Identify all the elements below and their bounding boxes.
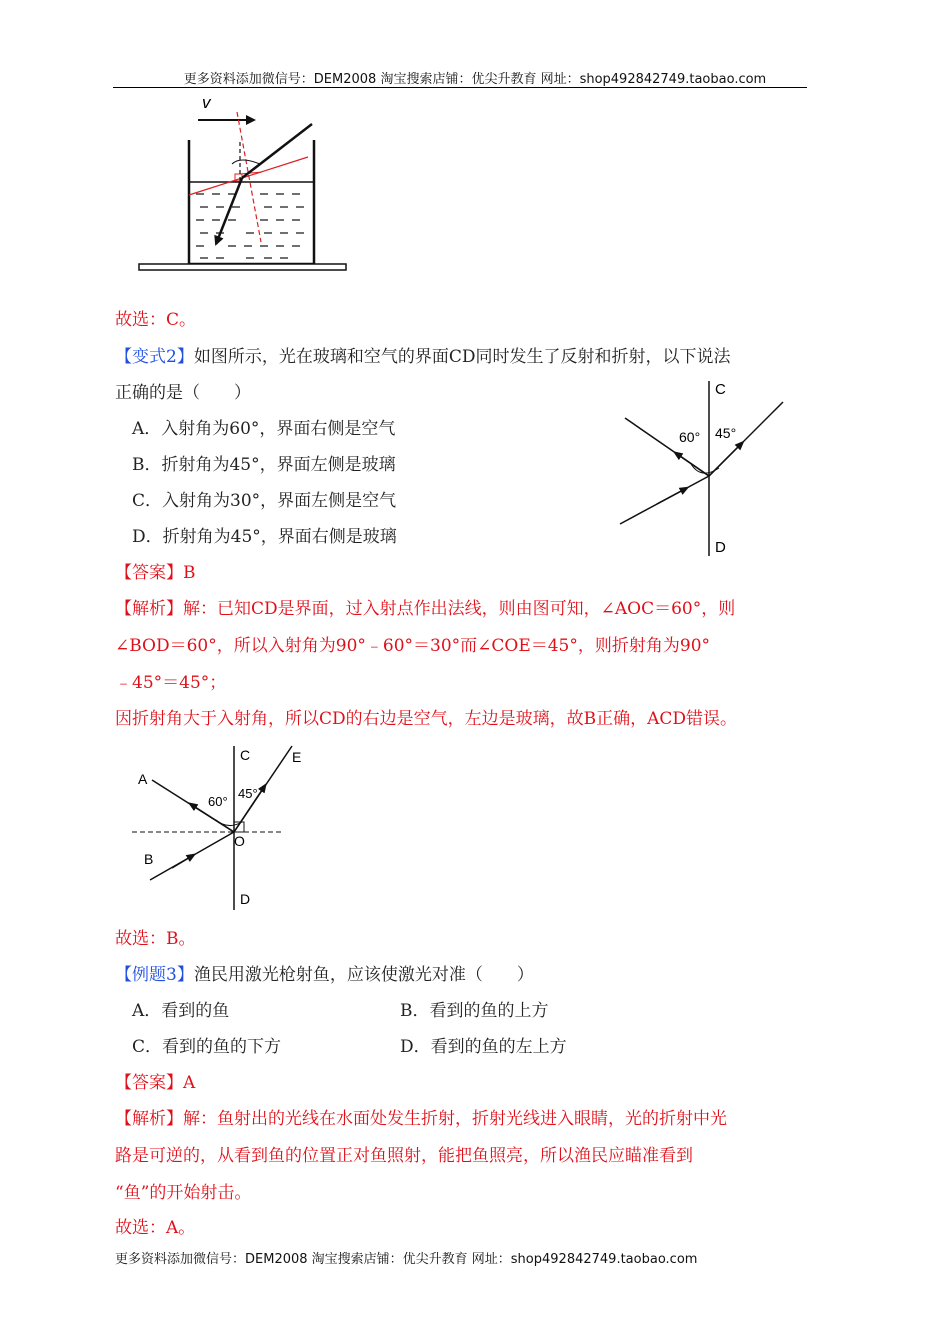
tank-refraction-figure [136, 92, 351, 272]
example3-question-text: 渔民用激光枪射鱼，应该使激光对准（ ） [193, 965, 534, 985]
label-d: D [715, 539, 726, 556]
variant2-option-c: C．入射角为30°，界面左侧是空气 [132, 491, 397, 511]
variant2-analysis-line2: ∠BOD＝60°，所以入射角为90°﹣60°＝30°而∠COE＝45°，则折射角为90° [115, 636, 711, 656]
variant2-tag: 【变式2】 [115, 347, 194, 367]
variant2-analysis-line1 [115, 598, 735, 620]
example3-answer-tag: 【答案】 [115, 1073, 183, 1093]
water-dashes [196, 194, 304, 258]
angle-45-2: 45° [238, 786, 258, 801]
conclusion-a: 故选：A。 [115, 1218, 196, 1238]
page-footer: 更多资料添加微信号：DEM2008 淘宝搜索店铺：优尖升教育 网址：shop492842749.taobao.com [115, 1252, 698, 1267]
conclusion-b: 故选：B。 [115, 929, 196, 949]
conclusion-c: 故选：C。 [115, 310, 197, 330]
example3-analysis-line2: 路是可逆的，从看到鱼的位置正对鱼照射，能把鱼照亮，所以渔民应瞄准看到 [115, 1146, 693, 1166]
example3-analysis-line3: “鱼”的开始射击。 [115, 1183, 252, 1203]
example3-analysis-text1: 解：鱼射出的光线在水面处发生折射，折射光线进入眼睛，光的折射中光 [183, 1109, 727, 1129]
example3-analysis-tag: 【解析】 [115, 1109, 183, 1129]
label-c2: C [240, 747, 251, 763]
label-a: A [138, 771, 148, 787]
example3-question [115, 964, 534, 986]
answer-value: B [183, 563, 196, 583]
example3-answer-value: A [183, 1073, 196, 1093]
angle-60: 60° [679, 429, 701, 445]
label-e: E [292, 749, 302, 765]
example3-analysis-line1 [115, 1108, 727, 1130]
variant2-question-line1 [115, 346, 730, 368]
example3-answer [115, 1072, 195, 1094]
label-o: O [234, 833, 245, 849]
example3-option-a: A．看到的鱼 [132, 1001, 230, 1021]
answer-tag: 【答案】 [115, 563, 183, 583]
page-header: 更多资料添加微信号：DEM2008 淘宝搜索店铺：优尖升教育 网址：shop492842749.taobao.com [183, 72, 767, 87]
header-divider [113, 87, 807, 88]
example3-option-b: B．看到的鱼的上方 [400, 1001, 549, 1021]
interface-cd-figure [615, 376, 795, 561]
variant2-option-a: A．入射角为60°，界面右侧是空气 [132, 419, 396, 439]
variant2-option-b: B．折射角为45°，界面左侧是玻璃 [132, 455, 396, 475]
angle-45: 45° [715, 425, 737, 441]
variant2-option-d: D．折射角为45°，界面右侧是玻璃 [132, 527, 397, 547]
velocity-label: v [202, 93, 211, 112]
analysis-text1: 解：已知CD是界面，过入射点作出法线，则由图可知，∠AOC＝60°，则 [183, 599, 736, 619]
example3-option-d: D．看到的鱼的左上方 [400, 1037, 567, 1057]
variant2-question-text1: 如图所示，光在玻璃和空气的界面CD同时发生了反射和折射，以下说法 [193, 347, 731, 367]
variant2-answer [115, 562, 196, 584]
label-b: B [144, 851, 154, 867]
interface-aoe-figure [132, 742, 312, 912]
variant2-analysis-line4: 因折射角大于入射角，所以CD的右边是空气，左边是玻璃，故B正确，ACD错误。 [115, 709, 738, 729]
variant2-analysis-line3: ﹣45°＝45°； [115, 673, 227, 693]
variant2-question-line2: 正确的是（ ） [115, 383, 251, 403]
example3-option-c: C．看到的鱼的下方 [132, 1037, 282, 1057]
label-c: C [715, 381, 726, 398]
example3-tag: 【例题3】 [115, 965, 194, 985]
angle-60-2: 60° [208, 794, 228, 809]
label-d2: D [240, 891, 251, 907]
analysis-tag: 【解析】 [115, 599, 183, 619]
